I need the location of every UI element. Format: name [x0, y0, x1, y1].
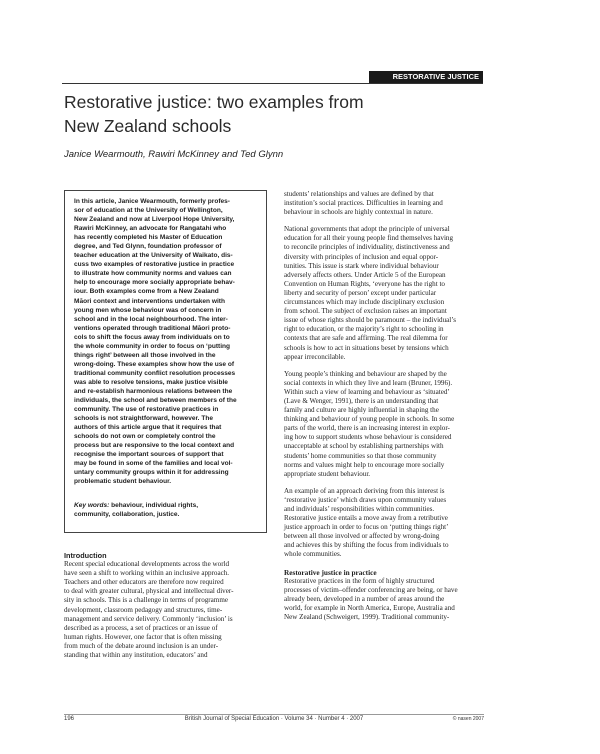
- text-line: and individuals’ responsibilities within communities.: [284, 505, 435, 513]
- text-line: school and in the local neighbourhood. The inter-: [74, 315, 228, 323]
- section-heading-introduction: Introduction: [64, 551, 107, 560]
- text-line: Restorative justice entails a move away from a retributive: [284, 514, 448, 523]
- text-line: appropriate student behaviour.: [284, 469, 371, 478]
- text-line: process but are responsive to the local context and: [74, 442, 235, 450]
- right-column: [284, 190, 485, 622]
- text-line: young men whose behaviour was of concern in: [74, 306, 222, 314]
- text-line: to reconcile principles of individuality, distinctiveness and: [284, 243, 450, 252]
- text-line: Māori context and interventions undertaken with: [74, 297, 225, 305]
- article-authors: Janice Wearmouth, Rawiri McKinney and Ted Glynn: [64, 149, 284, 160]
- text-line: wrong-doing. These examples show how the use of: [74, 360, 235, 368]
- text-line: thinking and behaviour of young people in schools. In some: [284, 415, 455, 424]
- text-line: schools is how to act in situations beset by tensions which: [284, 343, 449, 352]
- text-line: education for all their young people find themselves having: [284, 234, 454, 243]
- text-line: An example of an approach deriving from this interest is: [284, 486, 445, 495]
- text-line: development, classroom pedagogy and structures, time-: [64, 605, 223, 614]
- keywords: [74, 502, 261, 520]
- text-line: and achieves this by shifting the focus from individuals to: [284, 541, 449, 550]
- text-line: community. The use of restorative practices in: [74, 406, 219, 414]
- text-line: students’ home communities so that those community: [284, 451, 437, 460]
- text-line: appear irreconcilable.: [284, 352, 346, 361]
- paragraph: [284, 190, 485, 217]
- page-footer: [64, 716, 484, 728]
- text-line: standing that within any institution, educators’ and: [64, 651, 208, 660]
- text-line: to deal with greater cultural, physical and intellectual diver-: [64, 587, 234, 596]
- text-line: diversity with principles of inclusion and equal oppor-: [284, 252, 439, 261]
- text-line: already been, developed in a number of areas around the: [284, 594, 445, 603]
- text-line: have seen a shift to working within an inclusive approach.: [64, 569, 230, 578]
- text-line: tunities. This issue is stark where individual behaviour: [284, 261, 439, 270]
- abstract-text: [74, 197, 261, 487]
- paragraph: [284, 577, 485, 622]
- section-label: RESTORATIVE JUSTICE: [369, 71, 483, 83]
- text-line: parts of the world, there is an increasing interest in explor-: [284, 424, 450, 433]
- text-line: New Zealand and now at Liverpool Hope University,: [74, 216, 235, 224]
- left-column: [64, 551, 265, 660]
- text-line: National governments that adopt the principle of universal: [284, 225, 450, 234]
- text-line: unacceptable at school by establishing partnerships with: [284, 442, 444, 451]
- text-line: described as a process, a set of practices or an issue of: [64, 623, 218, 632]
- text-line: ing how to support students whose behaviour is considered: [284, 433, 452, 442]
- text-line: students’ relationships and values are defined by that: [284, 190, 434, 198]
- text-line: traditional community conflict resolution processes: [74, 369, 236, 377]
- text-line: justice approach in order to focus on ‘putting things right’: [284, 523, 449, 532]
- text-line: right to education, or the majority’s right to schooling in: [284, 325, 444, 334]
- text-line: issue of whose rights should be paramount – the individual’s: [284, 316, 457, 325]
- text-line: New Zealand (Schweigert, 1999). Traditional community-: [284, 613, 450, 622]
- article-title: [64, 90, 484, 138]
- text-line: processes of victim–offender conferencing are being, or have: [284, 585, 458, 594]
- paragraph: [284, 370, 485, 479]
- text-line: from school. The subject of exclusion raises an important: [284, 307, 447, 316]
- text-line: untary community groups within it for addressing: [74, 469, 229, 477]
- text-line: world, for example in North America, Europe, Australia and: [284, 603, 455, 612]
- text-line: degree, and Ted Glynn, foundation professor of: [74, 243, 222, 251]
- text-line: iour. Both examples come from a New Zealand: [74, 288, 219, 296]
- text-line: Teachers and other educators are therefore now required: [64, 578, 224, 587]
- text-line: schools do not own or completely control the: [74, 433, 216, 441]
- text-line: has recently completed his Master of Education: [74, 234, 223, 242]
- text-line: ‘restorative justice’ which draws upon community values: [284, 495, 447, 504]
- text-line: recognise the important sources of support that: [74, 451, 224, 459]
- text-line: help to encourage more socially appropriate behav-: [74, 279, 235, 287]
- text-line: may be found in some of the families and local vol-: [74, 460, 233, 468]
- text-line: authors of this article argue that it requires that: [74, 424, 222, 432]
- text-line: management and service delivery. Commonly ‘inclusion’ is: [64, 614, 233, 623]
- text-line: family and culture are highly influential in shaping the: [284, 406, 439, 415]
- text-line: Restorative practices in the form of highly structured: [284, 576, 435, 585]
- text-line: institution’s social practices. Difficulties in learning and: [284, 199, 443, 208]
- text-line: from much of the debate around inclusion is an under-: [64, 641, 219, 650]
- text-line: cuss two examples of restorative justice in practice: [74, 261, 235, 269]
- introduction-paragraph: [64, 560, 265, 660]
- header-rule: [62, 83, 483, 84]
- title-line: Restorative justice: two examples from: [64, 92, 364, 112]
- text-line: teacher education at the University of Waikato, dis-: [74, 252, 233, 260]
- text-line: was able to resolve tensions, make justice visible: [74, 378, 228, 386]
- text-line: In this article, Janice Wearmouth, formerly profes-: [74, 198, 230, 205]
- text-line: to illustrate how community norms and values can: [74, 270, 232, 278]
- text-line: (Lave & Wenger, 1991), there is an understanding that: [284, 396, 439, 405]
- text-line: sity in schools. This is a challenge in terms of programme: [64, 596, 228, 605]
- text-line: liberty and security of person’ except under particular: [284, 288, 437, 297]
- footer-rule: [64, 714, 484, 715]
- text-line: Recent special educational developments across the world: [64, 560, 230, 569]
- text-line: individuals, the school and between members of the: [74, 397, 237, 405]
- text-line: contexts that are safe and affirming. The real dilemma for: [284, 334, 448, 343]
- title-line: New Zealand schools: [64, 116, 232, 136]
- text-line: ventions operated through traditional Māori proto-: [74, 324, 231, 332]
- page-number: 196: [64, 716, 75, 722]
- text-line: schools is not straightforward, however. The: [74, 415, 213, 423]
- text-line: sor of education at the University of Wellington,: [74, 207, 223, 215]
- section-heading-restorative-practice: Restorative justice in practice: [284, 567, 377, 577]
- text-line: behaviour in schools are highly contextual in nature.: [284, 208, 433, 217]
- keywords-line: behaviour, individual rights,: [109, 502, 199, 509]
- text-line: whole communities.: [284, 550, 342, 559]
- text-line: circumstances which may include disciplinary exclusion: [284, 298, 445, 307]
- text-line: Young people’s thinking and behaviour are shaped by the: [284, 369, 447, 378]
- text-line: cols to shift the focus away from individuals on to: [74, 333, 230, 341]
- journal-citation: British Journal of Special Education · Volume 34 · Number 4 · 2007: [184, 716, 364, 722]
- text-line: and re-establish harmonious relations between the: [74, 387, 233, 395]
- paragraph: [284, 225, 485, 361]
- text-line: social contexts in which they live and learn (Bruner, 1996).: [284, 378, 453, 387]
- text-line: norms and values might help to encourage more socially: [284, 460, 445, 469]
- text-line: adversely affects others. Under Article 5 of the European: [284, 270, 446, 279]
- copyright-notice: © nasen 2007: [452, 716, 484, 722]
- text-line: human rights. However, one factor that is often missing: [64, 632, 222, 641]
- text-line: problematic student behaviour.: [74, 478, 172, 486]
- paragraph: [284, 487, 485, 560]
- text-line: Convention on Human Rights, ‘everyone has the right to: [284, 279, 445, 288]
- text-line: things right’ between all those involved in the: [74, 351, 216, 359]
- text-line: between all those involved or affected by wrong-doing: [284, 532, 440, 541]
- keywords-label: Key words:: [74, 502, 110, 509]
- keywords-line: community, collaboration, justice.: [74, 510, 180, 518]
- text-line: the whole community in order to focus on ‘putting: [74, 342, 231, 350]
- text-line: Within such a view of learning and behaviour as ‘situated’: [284, 387, 450, 396]
- text-line: Rawiri McKinney, an advocate for Rangatahi who: [74, 225, 227, 233]
